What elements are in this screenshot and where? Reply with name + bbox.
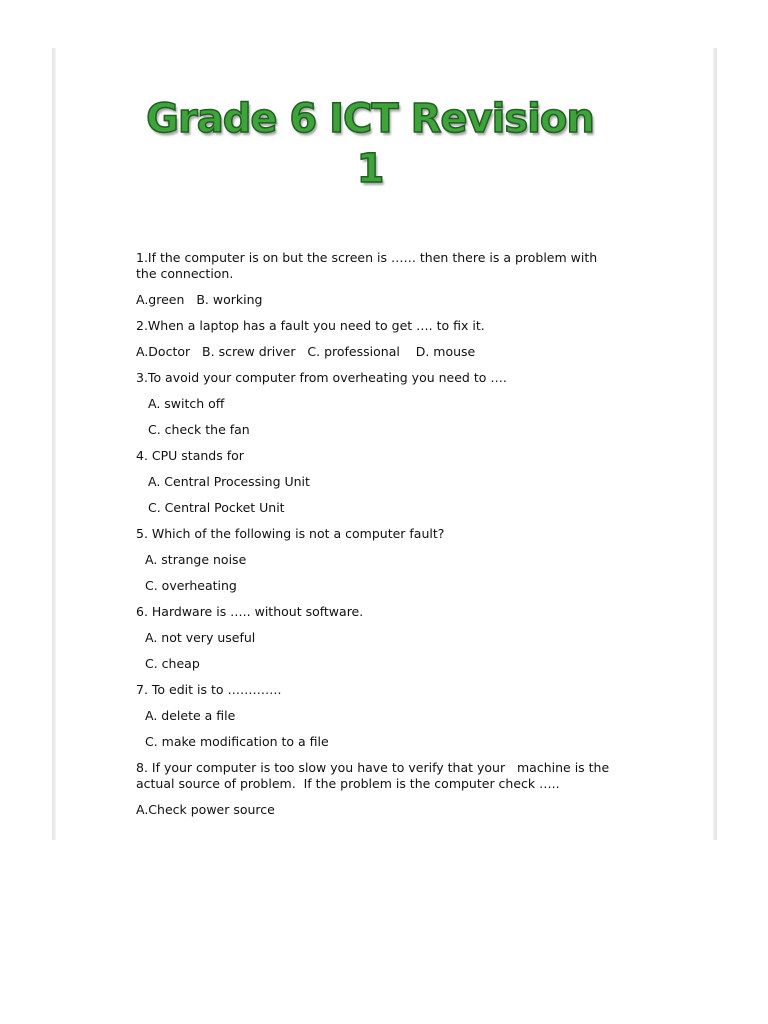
title-line-2: 1 (356, 146, 384, 192)
question-6: 6. Hardware is ….. without software. (136, 604, 364, 619)
question-list (136, 250, 616, 828)
option-7c: C. make modification to a file (145, 734, 329, 749)
option-6c: C. cheap (145, 656, 200, 671)
page-title (56, 94, 684, 194)
options-1: A.green B. working (136, 292, 263, 307)
question-7: 7. To edit is to …………. (136, 682, 282, 697)
option-6a: A. not very useful (145, 630, 256, 645)
option-7a: A. delete a file (145, 708, 236, 723)
page-edge-right (713, 48, 717, 840)
question-8: 8. If your computer is too slow you have to verify that your machine is the actual source of problem. If the problem is the computer check ….. (136, 760, 614, 791)
question-2: 2.When a laptop has a fault you need to get …. to fix it. (136, 318, 485, 333)
question-4: 4. CPU stands for (136, 448, 244, 463)
option-4a: A. Central Processing Unit (148, 474, 310, 489)
option-3a: A. switch off (148, 396, 225, 411)
option-3c: C. check the fan (148, 422, 250, 437)
option-5c: C. overheating (145, 578, 237, 593)
question-1: 1.If the computer is on but the screen is …… then there is a problem with the connection. (136, 250, 602, 281)
question-3: 3.To avoid your computer from overheating you need to …. (136, 370, 507, 385)
option-8a: A.Check power source (136, 802, 275, 817)
title-line-1: Grade 6 ICT Revision (146, 96, 594, 142)
option-4c: C. Central Pocket Unit (148, 500, 285, 515)
options-2: A.Doctor B. screw driver C. professional D. mouse (136, 344, 476, 359)
option-5a: A. strange noise (145, 552, 247, 567)
question-5: 5. Which of the following is not a computer fault? (136, 526, 445, 541)
